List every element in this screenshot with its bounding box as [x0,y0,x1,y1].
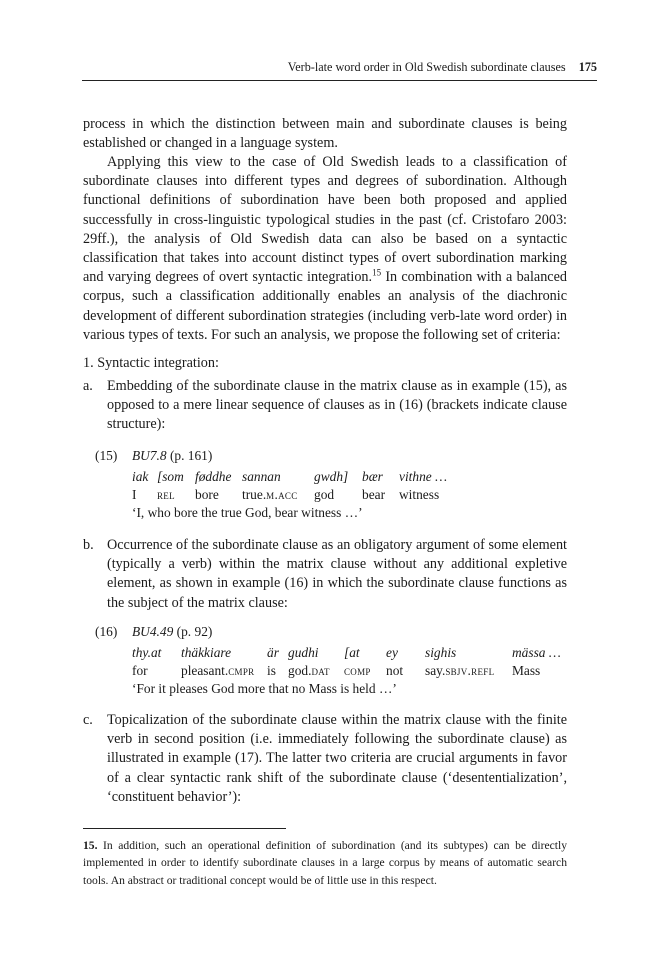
source-ref: BU4.49 [132,624,174,639]
word-3: føddhe [195,469,232,484]
word-5: gwdh] [314,469,349,484]
criterion-item-b [83,536,567,613]
paragraph-2-text-a: Applying this view to the case of Old Swedish leads to a classification of subordinate clauses into different types and degrees of subordination. Although functional definitions of subordination have been both proposed and applied successfully in cross-linguistic typological studies in the past (cf. Cristofaro 2003: 29ff.), the analysis of Old Swedish data can also be based on a syntactic classification that takes into account distinct types of overt subordination marking and varying degrees of overt syntactic integration. [83,154,567,286]
paragraph-2-text-b: In combination with a balanced corpus, such a classification additionally enables an analysis of the diachronic development of different subordination strategies (including verb-late word order) in various types of texts. For such an analysis, we propose the following set of criteria: [83,269,567,343]
word-6: bær [362,469,383,484]
gloss-4-gram: dat [311,663,330,678]
gloss-8: Mass [512,663,541,678]
footnote-ref-15[interactable]: 15 [372,267,382,278]
footnote-text: In addition, such an operational definition of subordination (and its subtypes) can be directly implemented in order to identify subordinate clauses in a large corpus by means of automatic search tools. An abstract or traditional concept would be of little use in this respect. [83,839,567,887]
page-number: 175 [578,60,597,74]
gloss-4-lex: god. [288,663,312,678]
gloss-7 [425,662,494,680]
item-text: Embedding of the subordinate clause in the matrix clause as in example (15), as opposed to a mere linear sequence of clauses as in (16) (brackets indicate clause structure): [107,378,567,433]
criterion-item-a [83,377,567,435]
example-number: (15) [95,448,118,463]
item-text: Occurrence of the subordinate clause as an obligatory argument of some element (typically a verb) within the matrix clause without any additional expletive element, as shown in example (16) in which the subordinate clause functions as the subject of the matrix clause: [107,537,567,611]
gloss-5: god [314,487,335,502]
word-7: sighis [425,645,457,660]
word-7: vithne … [399,469,447,484]
example-source [132,447,212,465]
gloss-5: comp [344,663,371,678]
example-translation: ‘I, who bore the true God, bear witness …’ [132,505,363,520]
gloss-2: rel [157,487,175,502]
gloss-1: I [132,487,137,502]
word-2: [som [157,469,184,484]
gloss-1: for [132,663,148,678]
word-5: [at [344,645,360,660]
gloss-3: is [267,663,276,678]
word-6: ey [386,645,398,660]
item-label: c. [83,712,93,728]
gloss-4 [242,486,298,504]
gloss-7-lex: say. [425,663,446,678]
gloss-4-gram: m.acc [266,487,298,502]
gloss-2-gram: cmpr [228,663,255,678]
gloss-7-gram: sbjv.refl [445,663,495,678]
gloss-4 [288,662,330,680]
gloss-3: bore [195,487,219,502]
word-2: thäkkiare [181,645,232,660]
word-4: sannan [242,469,281,484]
footnote-15 [83,837,567,889]
paragraph-1: process in which the distinction between main and subordinate clauses is being established or changed in a language system. [83,116,567,152]
running-header [82,60,597,81]
gloss-6: not [386,663,404,678]
paragraph-2 [83,153,567,345]
word-1: iak [132,469,149,484]
criteria-heading: 1. Syntactic integration: [83,355,219,371]
example-number: (16) [95,624,118,639]
gloss-2 [181,662,254,680]
gloss-4-lex: true. [242,487,267,502]
item-label: a. [83,378,93,394]
source-ref: BU7.8 [132,448,167,463]
footnote-separator [83,828,286,829]
word-8: mässa … [512,645,561,660]
gloss-7: witness [399,487,440,502]
footnote-number: 15. [83,839,98,852]
word-3: är [267,645,279,660]
example-source [132,623,212,641]
source-page: (p. 92) [173,624,213,639]
item-label: b. [83,537,94,553]
word-1: thy.at [132,645,162,660]
word-4: gudhi [288,645,319,660]
source-page: (p. 161) [166,448,213,463]
example-translation: ‘For it pleases God more that no Mass is held …’ [132,681,397,696]
item-text: Topicalization of the subordinate clause within the matrix clause with the finite verb in second position (i.e. immediately following the subordinate clause) as illustrated in example (17). The latter two criteria are crucial arguments in favor of a clear syntactic rank shift of the subordinate clause (‘desententialization’, ‘constituent behavior’): [107,712,567,805]
criterion-item-c [83,711,567,807]
gloss-2-lex: pleasant. [181,663,229,678]
gloss-6: bear [362,487,386,502]
running-title: Verb-late word order in Old Swedish subordinate clauses [287,60,566,74]
